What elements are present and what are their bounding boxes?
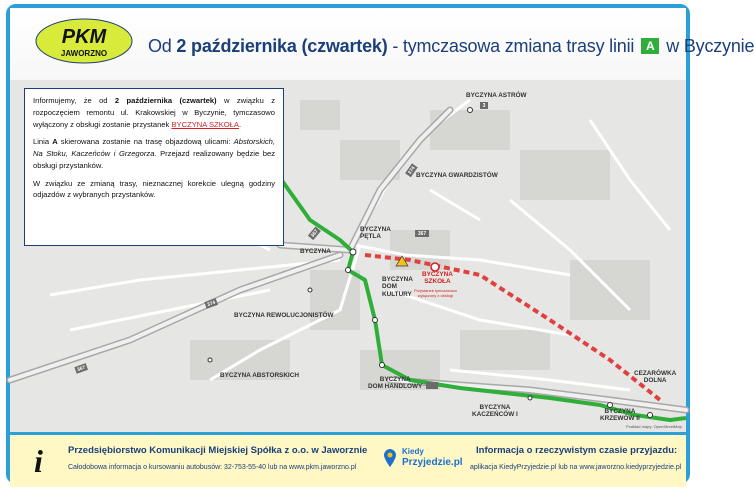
stop-label-gwardzistow: BYCZYNA GWARDZISTÓW xyxy=(416,172,498,179)
stop-label-abstorskich: BYCZYNA ABSTORSKICH xyxy=(220,372,299,379)
page-title xyxy=(148,36,754,57)
stop-label-byczyna: BYCZYNA xyxy=(300,248,331,255)
stop-label-cezarowka: CEZARÓWKA DOLNA xyxy=(634,370,677,385)
stop-label-rewolucjonistow: BYCZYNA REWOLUCJONISTÓW xyxy=(234,312,334,319)
kp-logo-word-1: Kiedy xyxy=(402,447,424,456)
notice-paragraph-3: W związku ze zmianą trasy, nieznacznej korekcie ulegną godziny odjazdów z wybranych przystanków. xyxy=(33,178,275,200)
title-prefix: Od xyxy=(148,36,177,56)
stop-label-dom-kultury: BYCZYNA DOM KULTURY xyxy=(382,276,413,298)
notice-box xyxy=(24,88,284,246)
header xyxy=(10,8,754,80)
realtime-title: Informacja o rzeczywistym czasie przyjazdu: xyxy=(476,445,678,456)
suspended-stop-name: BYCZYNA SZKOŁA xyxy=(171,119,239,129)
road-number-3: 3 xyxy=(482,103,486,109)
stop-label-dom-handlowy: BYCZYNA DOM HANDLOWY xyxy=(368,376,423,391)
realtime-sub: aplikacja KiedyPrzyjedzie.pl lub na www.jaworzno.kiedyprzyjedzie.pl xyxy=(470,464,682,471)
title-date: 2 października (czwartek) xyxy=(176,36,388,56)
kiedyprzyjedzie-logo xyxy=(384,445,463,475)
road-number-374-a: 374 xyxy=(406,165,417,176)
logo-jaworzno-text: JAWORZNO xyxy=(60,49,108,58)
stop-label-astrow: BYCZYNA ASTRÓW xyxy=(466,92,527,99)
notice-paragraph-2: Linia A skierowana zostanie na trasę objazdową ulicami: Abstorskich, Na Stoku, Kaczeńców i Grzegorza. Przejazd realizowany będzie bez obsługi przystanków. xyxy=(33,137,276,170)
stop-label-petla: BYCZYNA PĘTLA xyxy=(360,226,391,241)
title-mid: - tymczasowa zmiana trasy linii xyxy=(387,36,639,56)
road-number-367-c: 367 xyxy=(417,231,427,237)
road-number-367-b: 367 xyxy=(309,228,320,239)
route-map xyxy=(10,80,686,432)
notice-paragraph-1: Informujemy, że od 2 października (czwartek) w związku z rozpoczęciem remontu ul. Krakowskiej w Byczynie, tymczasowo wyłączony z obsługi zostanie przystanek BYCZYNA SZKOŁA. xyxy=(33,96,275,129)
kiedyprzyjedzie-mark-icon xyxy=(384,449,396,467)
suspended-stop-marker xyxy=(431,263,439,271)
map-credit: Podkład mapy: OpenStreetMap xyxy=(626,424,682,429)
footer xyxy=(10,432,686,487)
poster-frame xyxy=(6,4,754,484)
road-number-374-b: 374 xyxy=(206,299,217,309)
title-suffix: w Byczynie xyxy=(661,36,754,56)
stop-label-szkola: BYCZYNA SZKOŁA xyxy=(422,271,453,286)
stop-label-kaczencow: BYCZYNA KACZEŃCÓW I xyxy=(472,404,518,419)
stop-label-krzewow: BYCZYNA KRZEWÓW II xyxy=(600,408,640,423)
info-icon: i xyxy=(34,443,43,479)
company-name: Przedsiębiorstwo Komunikacji Miejskiej Spółka z o.o. w Jaworznie xyxy=(68,445,368,456)
company-contact: Całodobowa informacja o kursowaniu autobusów: 32-753-55-40 lub na www.pkm.jaworzno.pl xyxy=(68,464,357,471)
logo-pkm-text: PKM xyxy=(61,26,107,48)
kp-logo-word-2: Przyjedzie.pl xyxy=(402,457,463,468)
line-badge: A xyxy=(641,38,659,54)
pkm-logo xyxy=(34,16,134,66)
suspended-stop-note: Przystanek tymczasowo wyłączony z obsługi xyxy=(414,288,457,298)
road-number-367-a: 367 xyxy=(76,364,87,374)
